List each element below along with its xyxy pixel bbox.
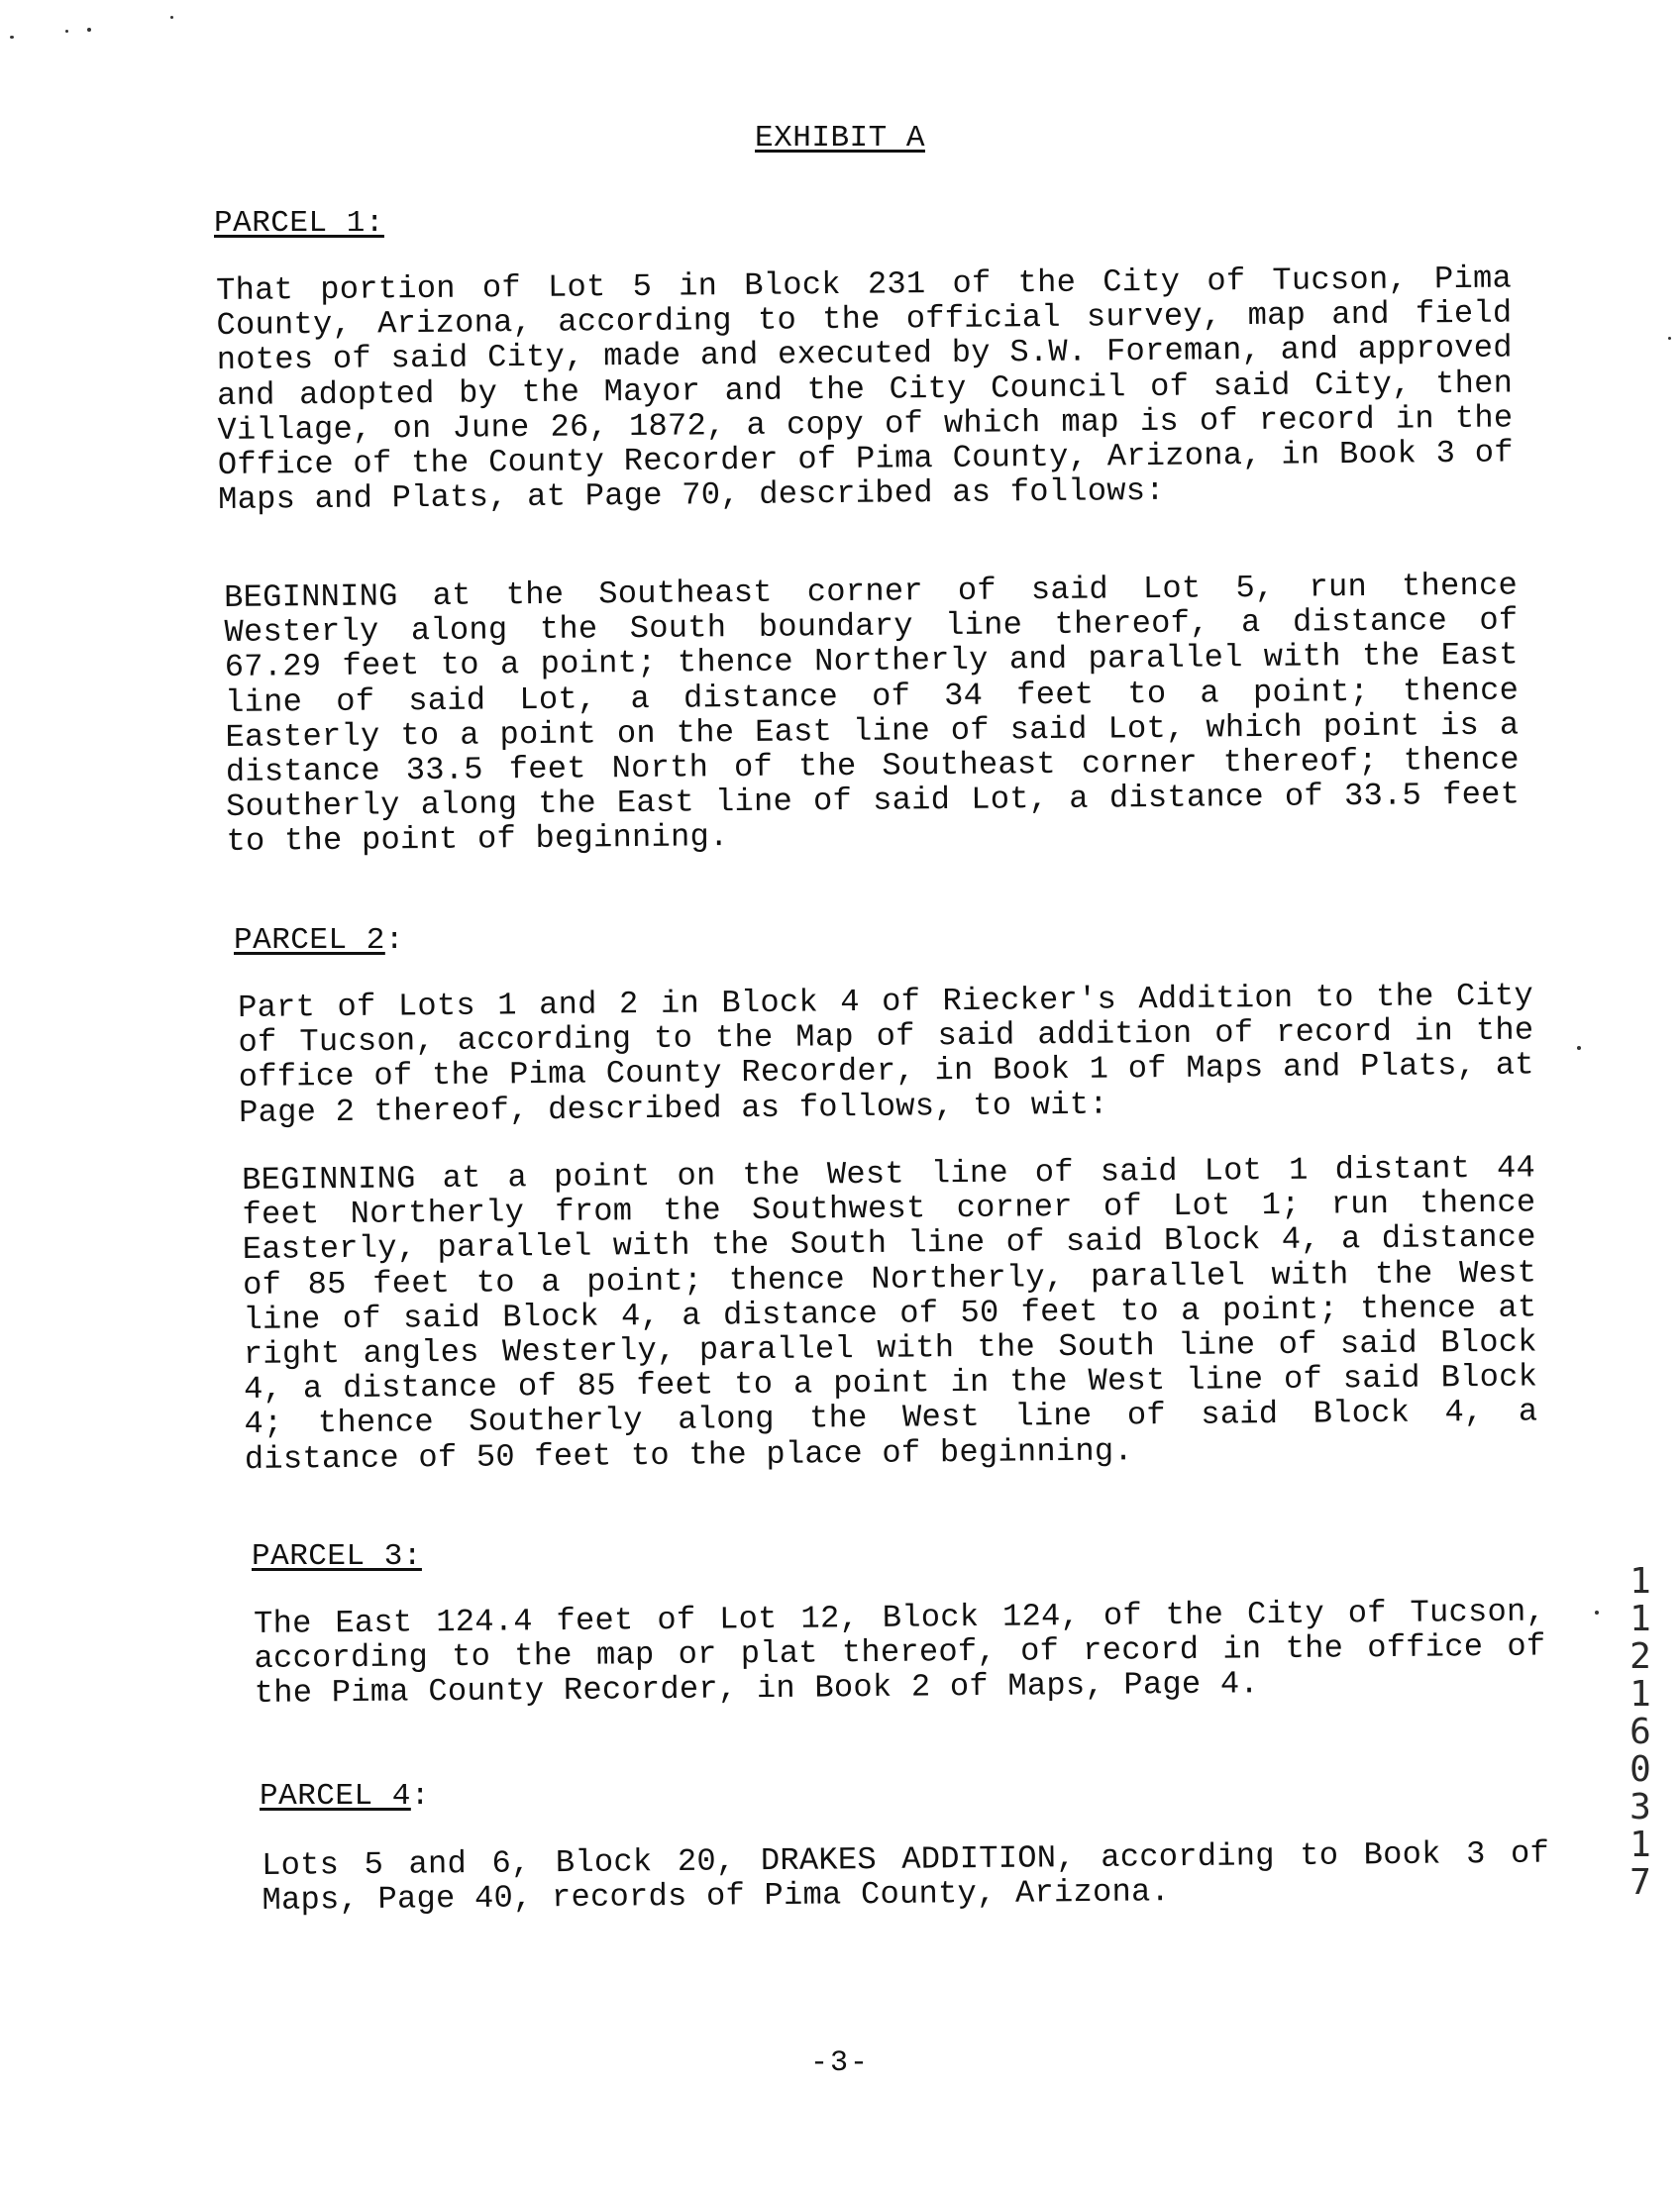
document-title bbox=[0, 121, 1680, 156]
scan-speck bbox=[1595, 1611, 1599, 1615]
parcel-2-paragraph-1: Part of Lots 1 and 2 in Block 4 of Riecker's Addition to the City of Tucson, according to the Map of said addition of record in the office of the Pima County Recorder, in Book 1 of Maps and Plats, at Page 2 thereof, described as follows, to wit: bbox=[237, 977, 1534, 1131]
parcel-3-paragraph-1: The East 124.4 feet of Lot 12, Block 124, of the City of Tucson, according to the map or plat thereof, of record in the office of the Pima County Recorder, in Book 2 of Maps, Page 4. bbox=[253, 1593, 1546, 1713]
scan-speck bbox=[87, 28, 91, 32]
scan-speck bbox=[65, 30, 68, 33]
scan-speck bbox=[170, 16, 173, 19]
page-number: -3- bbox=[809, 2046, 870, 2080]
scan-speck bbox=[10, 36, 14, 39]
document-title-text: EXHIBIT A bbox=[755, 121, 925, 156]
parcel-2-heading-suffix: : bbox=[384, 923, 404, 958]
scan-speck bbox=[1577, 1046, 1581, 1050]
parcel-2-heading-text: PARCEL 2 bbox=[234, 923, 385, 958]
parcel-4-paragraph-1: Lots 5 and 6, Block 20, DRAKES ADDITION, according to Book 3 of Maps, Page 40, records of Pima County, Arizona. bbox=[261, 1834, 1550, 1920]
parcel-1-paragraph-2: BEGINNING at the Southeast corner of said Lot 5, run thence Westerly along the South boundary line thereof, a distance of 67.29 feet to a point; thence Northerly and parallel with the East line of said Lot, a distance of 34 feet to a point; thence Easterly to a point on the East line of said Lot, which point is a distance 33.5 feet North of the Southeast corner thereof; thence Southerly along the East line of said Lot, a distance of 33.5 feet to the point of beginning. bbox=[223, 567, 1521, 861]
parcel-4-heading bbox=[260, 1779, 430, 1814]
parcel-4-heading-suffix: : bbox=[410, 1779, 430, 1814]
parcel-1-heading bbox=[214, 206, 384, 241]
parcel-3-heading bbox=[252, 1539, 422, 1574]
parcel-1-paragraph-1: That portion of Lot 5 in Block 231 of the City of Tucson, Pima County, Arizona, according to the official survey, map and field notes of said City, made and executed by S.W. Foreman, and approved and adopted by the Mayor and the City Council of said City, then Village, on June 26, 1872, a copy of which map is of record in the Office of the County Recorder of Pima County, Arizona, in Book 3 of Maps and Plats, at Page 70, described as follows: bbox=[215, 260, 1514, 519]
parcel-2-heading bbox=[234, 923, 404, 958]
margin-stamp: 11216 0317 bbox=[1629, 1561, 1651, 1903]
parcel-3-heading-text: PARCEL 3: bbox=[252, 1539, 422, 1574]
parcel-2-paragraph-2: BEGINNING at a point on the West line of said Lot 1 distant 44 feet Northerly from the Southwest corner of Lot 1; run thence Easterly, parallel with the South line of said Block 4, a distance of 85 feet to a point; thence Northerly, parallel with the West line of said Block 4, a distance of 50 feet to a point; thence at right angles Westerly, parallel with the South line of said Block 4, a distance of 85 feet to a point in the West line of said Block 4; thence Southerly along the West line of said Block 4, a distance of 50 feet to the place of beginning. bbox=[241, 1149, 1538, 1478]
parcel-4-heading-text: PARCEL 4 bbox=[260, 1779, 411, 1814]
parcel-1-heading-text: PARCEL 1: bbox=[214, 206, 384, 241]
scan-speck bbox=[1668, 337, 1671, 340]
